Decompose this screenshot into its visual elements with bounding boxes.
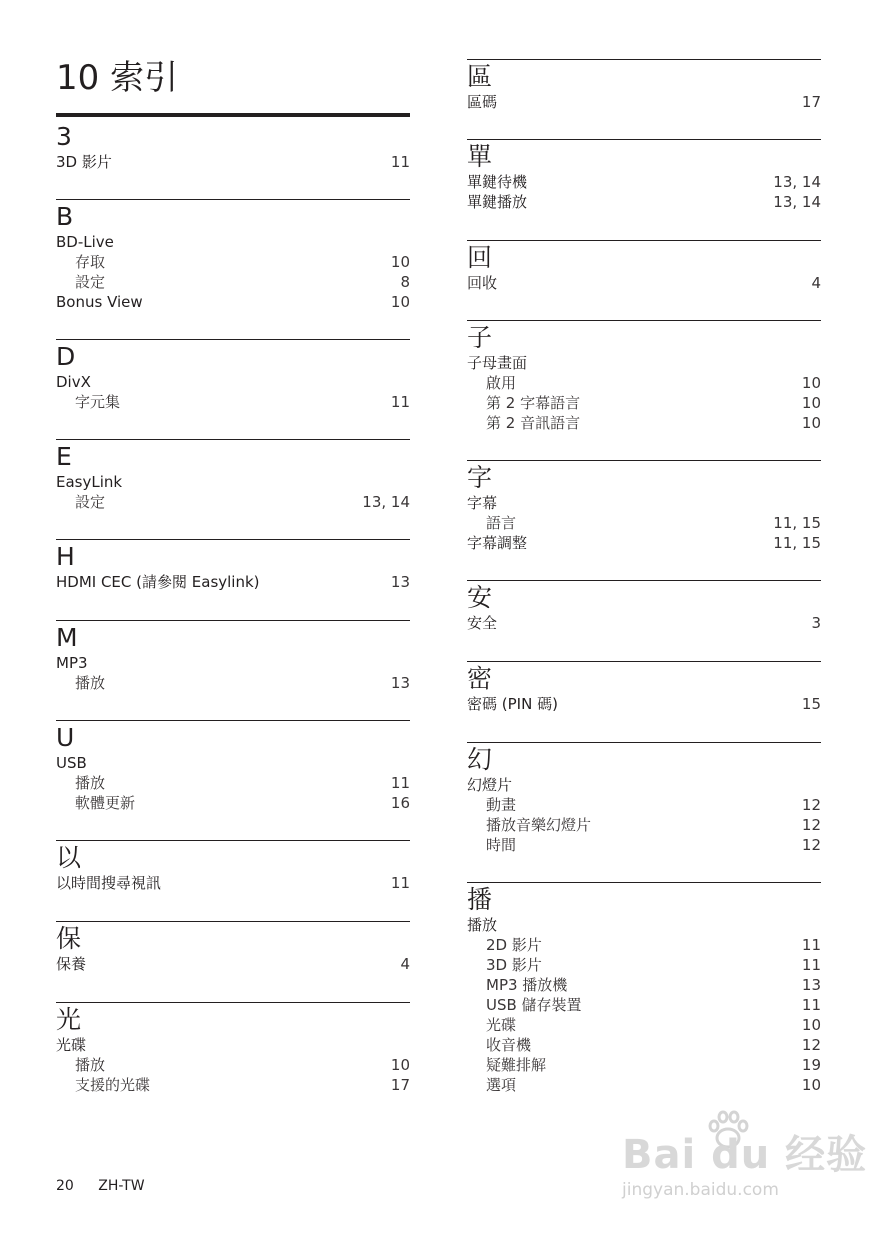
section-heading: D [56,342,76,371]
entry-text: 2D 影片 [486,936,542,954]
entry-text: 第 2 字幕語言 [486,394,581,412]
page-title: 10 索引 [56,54,410,117]
entry-text: USB 儲存裝置 [486,996,582,1014]
index-subentry [467,373,821,393]
section-heading: 幻 [467,745,493,774]
entry-text: 光碟 [486,1016,517,1034]
index-section [56,921,410,974]
entry-text: 字元集 [75,393,121,411]
page-footer [56,1176,145,1196]
entry-text: 收音機 [486,1036,532,1054]
index-section [56,840,410,893]
entry-text: MP3 播放機 [486,976,568,994]
entry-text: 以時間搜尋視訊 [56,874,162,892]
entry-text: 啟用 [486,374,517,392]
index-entry [56,873,410,893]
entry-page: 17 [390,1076,410,1094]
entry-text: 字幕調整 [467,534,528,552]
entry-text: 播放 [75,1056,106,1074]
index-entry [467,92,821,112]
index-subentry [56,1075,410,1095]
section-heading: 以 [56,843,82,872]
entry-page: 15 [801,695,821,713]
entry-page: 3 [811,614,821,632]
index-section [467,320,821,433]
entry-text: 設定 [75,273,106,291]
entry-page: 19 [801,1056,821,1074]
index-subentry [56,392,410,412]
watermark-logo-text: Bai du 经验 [622,1132,868,1178]
index-entry [56,472,410,492]
entry-text: BD-Live [56,233,114,251]
index-entry [467,273,821,293]
entry-page: 13 [801,976,821,994]
entry-page: 11 [801,956,821,974]
entry-text: 軟體更新 [75,794,136,812]
entry-page: 10 [390,293,410,311]
section-heading: 保 [56,924,82,953]
entry-page: 11 [801,996,821,1014]
entry-text: 播放音樂幻燈片 [486,816,592,834]
entry-text: 3D 影片 [486,956,542,974]
entry-page: 10 [390,1056,410,1074]
section-heading: 安 [467,583,493,612]
section-heading: E [56,442,72,471]
entry-page: 13, 14 [773,173,821,191]
index-entry [467,915,821,935]
index-entry [56,653,410,673]
index-subentry [467,975,821,995]
index-section [467,742,821,855]
entry-text: 設定 [75,493,106,511]
index-section [467,240,821,293]
index-entry [56,753,410,773]
entry-text: 播放 [75,674,106,692]
index-subentry [467,1075,821,1095]
section-heading: 回 [467,243,493,272]
entry-page: 12 [801,796,821,814]
entry-page: 13 [390,674,410,692]
index-entry [467,353,821,373]
entry-text: 字幕 [467,494,498,512]
index-entry [467,192,821,212]
index-subentry [56,272,410,292]
section-heading: M [56,623,78,652]
index-entry [467,694,821,714]
entry-text: EasyLink [56,473,123,491]
entry-page: 12 [801,836,821,854]
entry-page: 4 [400,955,410,973]
index-entry [56,1035,410,1055]
entry-text: 保養 [56,955,87,973]
index-entry [467,533,821,553]
entry-text: 疑難排解 [486,1056,547,1074]
index-section [56,720,410,813]
entry-text: 回收 [467,274,498,292]
index-entry [467,613,821,633]
index-subentry [467,1055,821,1075]
index-subentry [467,955,821,975]
entry-text: 區碼 [467,93,498,111]
entry-text: 時間 [486,836,517,854]
section-heading: 光 [56,1005,82,1034]
index-subentry [467,795,821,815]
index-section [56,1002,410,1095]
index-subentry [56,1055,410,1075]
entry-text: USB [56,754,87,772]
index-entry [56,152,410,172]
section-heading: 單 [467,142,493,171]
index-subentry [467,815,821,835]
index-entry [467,172,821,192]
entry-text: 播放 [75,774,106,792]
entry-text: HDMI CEC (請參閱 Easylink) [56,573,260,591]
entry-text: 語言 [486,514,517,532]
index-section [467,661,821,714]
index-entry [56,372,410,392]
index-subentry [56,793,410,813]
entry-page: 13 [390,573,410,591]
watermark-url: jingyan.baidu.com [622,1180,779,1200]
index-subentry [467,413,821,433]
index-section [56,120,410,172]
index-section [56,439,410,512]
index-subentry [56,673,410,693]
entry-page: 10 [801,414,821,432]
index-section [467,139,821,212]
entry-page: 13, 14 [773,193,821,211]
entry-text: MP3 [56,654,88,672]
entry-page: 8 [400,273,410,291]
index-subentry [56,492,410,512]
index-section [467,460,821,553]
section-heading: 播 [467,885,493,914]
index-subentry [467,935,821,955]
entry-page: 11 [390,774,410,792]
index-subentry [56,252,410,272]
index-subentry [467,995,821,1015]
index-subentry [467,835,821,855]
entry-page: 11 [801,936,821,954]
entry-page: 11 [390,393,410,411]
index-section [467,882,821,1095]
entry-text: 單鍵播放 [467,193,528,211]
section-heading: H [56,542,75,571]
index-subentry [467,513,821,533]
entry-page: 10 [801,1076,821,1094]
entry-text: DivX [56,373,91,391]
index-entry [56,572,410,592]
section-heading: 子 [467,323,493,352]
entry-page: 11, 15 [773,514,821,532]
entry-page: 17 [801,93,821,111]
index-section [56,339,410,412]
section-heading: 密 [467,664,493,693]
section-heading: 3 [56,122,72,151]
section-heading: 區 [467,62,493,91]
index-subentry [467,1035,821,1055]
entry-text: 子母畫面 [467,354,528,372]
entry-page: 16 [390,794,410,812]
entry-text: 播放 [467,916,498,934]
index-subentry [467,393,821,413]
entry-text: 動畫 [486,796,517,814]
entry-text: 選項 [486,1076,517,1094]
entry-page: 11 [390,153,410,171]
index-entry [56,232,410,252]
language-code: ZH-TW [98,1178,145,1194]
entry-page: 10 [390,253,410,271]
entry-page: 12 [801,816,821,834]
entry-page: 10 [801,374,821,392]
entry-text: 支援的光碟 [75,1076,151,1094]
entry-text: 光碟 [56,1036,87,1054]
entry-text: 單鍵待機 [467,173,528,191]
index-section [467,59,821,112]
index-entry [56,292,410,312]
index-entry [467,493,821,513]
entry-page: 4 [811,274,821,292]
index-entry [56,954,410,974]
entry-page: 11, 15 [773,534,821,552]
entry-page: 11 [390,874,410,892]
index-section [56,199,410,312]
page-number: 20 [56,1178,74,1194]
entry-text: 安全 [467,614,498,632]
index-subentry [56,773,410,793]
index-section [56,620,410,693]
entry-text: 幻燈片 [467,776,513,794]
section-heading: B [56,202,74,231]
section-heading: U [56,723,75,752]
entry-text: 3D 影片 [56,153,112,171]
entry-page: 13, 14 [362,493,410,511]
entry-text: Bonus View [56,293,143,311]
entry-text: 密碼 (PIN 碼) [467,695,558,713]
section-heading: 字 [467,463,493,492]
index-entry [467,775,821,795]
entry-text: 存取 [75,253,106,271]
entry-page: 10 [801,394,821,412]
index-subentry [467,1015,821,1035]
entry-page: 10 [801,1016,821,1034]
entry-text: 第 2 音訊語言 [486,414,581,432]
index-section [56,539,410,592]
baidu-watermark [618,1110,868,1210]
entry-page: 12 [801,1036,821,1054]
index-section [467,580,821,633]
